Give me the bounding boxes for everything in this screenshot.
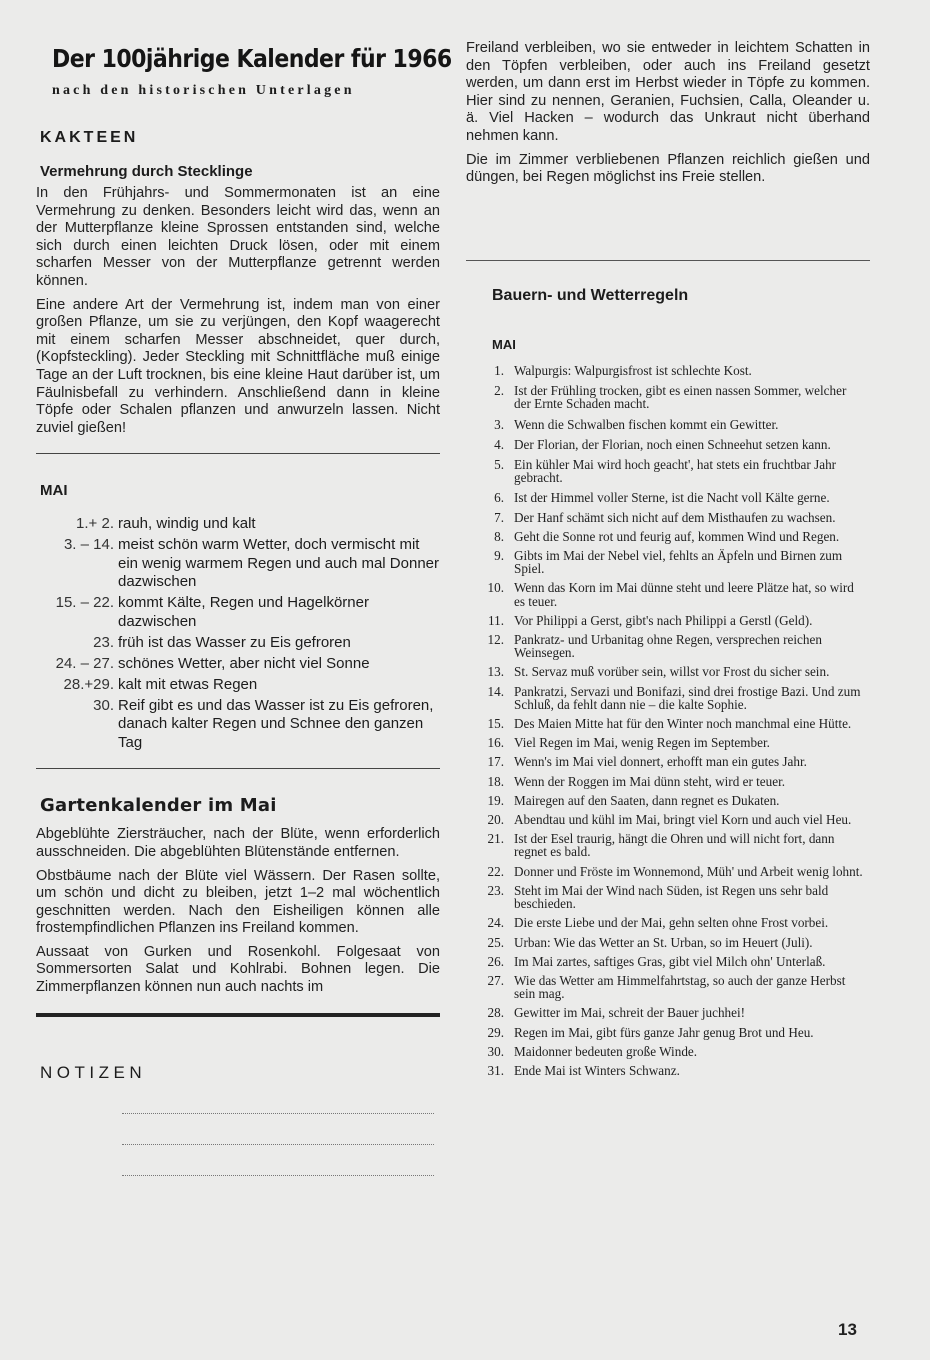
weather-rule-item xyxy=(466,384,870,410)
kakteen-heading: KAKTEEN xyxy=(40,129,139,146)
weather-row xyxy=(36,594,440,631)
notes-line xyxy=(122,1145,434,1176)
rule-number: 25. xyxy=(487,934,504,950)
rule-number: 7. xyxy=(494,509,504,525)
weather-days: 28.+29. xyxy=(63,675,114,693)
garten-paragraph: Obstbäume nach der Blüte viel Wässern. Der Rasen sollte, um schön und dicht zu bleiben, jetzt 1–2 mal wöchentlich geschnitten werden. Nach den Eisheiligen können alle frostempfindlichen Pflanzen ins Freiland kommen. xyxy=(36,867,440,937)
rule-number: 9. xyxy=(494,548,504,564)
rule-number: 20. xyxy=(487,812,504,828)
garten-continuation-paragraph: Die im Zimmer verbliebenen Pflanzen reichlich gießen und düngen, bei Regen möglichst ins Freie stellen. xyxy=(466,151,870,186)
weather-rule-item xyxy=(466,614,870,627)
rule-number: 2. xyxy=(494,383,504,399)
weather-days: 1.+ 2. xyxy=(76,515,114,533)
rule-number: 22. xyxy=(487,863,504,879)
bauern-month-label: MAI xyxy=(492,337,516,352)
bauern-rules-list xyxy=(466,364,870,1077)
weather-row xyxy=(36,676,440,695)
rule-text: Maidonner bedeuten große Winde. xyxy=(514,1043,698,1059)
garten-paragraph: Abgeblühte Ziersträucher, nach der Blüte, wenn erforderlich ausschneiden. Die abgeblühten Blütenstände entfernen. xyxy=(36,826,440,860)
rule-text: Der Hanf schämt sich nicht auf dem Misthaufen zu wachsen. xyxy=(514,509,836,525)
rule-text: Wenn das Korn im Mai dünne steht und leere Plätze hat, so wird es teuer. xyxy=(514,580,854,609)
rule-text: Pankratz- und Urbanitag ohne Regen, versprechen reichen Weinsegen. xyxy=(514,632,822,661)
rule-text: Ein kühler Mai wird hoch geacht', hat stets ein fruchtbar Jahr gebracht. xyxy=(514,457,837,486)
rule-number: 19. xyxy=(487,792,504,808)
weather-row xyxy=(36,536,440,592)
weather-rule-item xyxy=(466,458,870,484)
notizen-heading: NOTIZEN xyxy=(40,1062,147,1082)
notes-line xyxy=(122,1114,434,1145)
rule-text: Walpurgis: Walpurgisfrost ist schlechte Kost. xyxy=(514,363,752,378)
rule-text: Gewitter im Mai, schreit der Bauer juchhei! xyxy=(514,1005,746,1021)
rule-text: Abendtau und kühl im Mai, bringt viel Korn und auch viel Heu. xyxy=(514,812,852,828)
weather-rule-item xyxy=(466,511,870,524)
rule-text: Die erste Liebe und der Mai, gehn selten ohne Frost vorbei. xyxy=(514,915,829,931)
weather-description: Reif gibt es und das Wasser ist zu Eis gefroren, danach kalter Regen und Schnee den ganzen Tag xyxy=(118,696,434,751)
left-column xyxy=(36,40,452,1176)
weather-description: früh ist das Wasser zu Eis gefroren xyxy=(118,633,351,651)
rule-text: Wenn die Schwalben fischen kommt ein Gewitter. xyxy=(514,416,779,432)
rule-text: St. Servaz muß vorüber sein, willst vor Frost du sicher sein. xyxy=(514,664,830,680)
weather-description: schönes Wetter, aber nicht viel Sonne xyxy=(118,654,370,672)
rule-number: 5. xyxy=(494,457,504,473)
rule-number: 27. xyxy=(487,972,504,988)
rule-number: 28. xyxy=(487,1005,504,1021)
weather-rule-item xyxy=(466,633,870,659)
rule-number: 10. xyxy=(487,580,504,596)
weather-description: kommt Kälte, Regen und Hagelkörner dazwischen xyxy=(118,594,369,630)
rule-number: 31. xyxy=(487,1062,504,1078)
weather-rule-item xyxy=(466,685,870,711)
rule-text: Ende Mai ist Winters Schwanz. xyxy=(514,1062,680,1078)
weather-rule-item xyxy=(466,1006,870,1019)
rule-number: 16. xyxy=(487,735,504,751)
rule-text: Pankratzi, Servazi und Bonifazi, sind drei frostige Bazi. Und zum Schluß, da fehlt dann nie – die kalte Sophie. xyxy=(514,683,861,712)
weather-rule-item xyxy=(466,974,870,1000)
garten-paragraph: Aussaat von Gurken und Rosenkohl. Folgesaat von Sommersorten Salat und Kohlrabi. Bohnen legen. Die Zimmerpflanzen können nun auch nachts im xyxy=(36,943,440,996)
weather-rule-item xyxy=(466,491,870,504)
weather-rule-item xyxy=(466,936,870,949)
section-divider xyxy=(36,768,440,769)
rule-number: 12. xyxy=(487,632,504,648)
rule-number: 30. xyxy=(487,1043,504,1059)
rule-number: 3. xyxy=(494,416,504,432)
rule-number: 14. xyxy=(487,683,504,699)
weather-days: 30. xyxy=(93,696,114,714)
weather-days: 3. – 14. xyxy=(63,536,114,554)
rule-text: Urban: Wie das Wetter an St. Urban, so im Heuert (Juli). xyxy=(514,934,813,950)
weather-rule-item xyxy=(466,736,870,749)
rule-text: Viel Regen im Mai, wenig Regen im September. xyxy=(514,735,770,751)
kakteen-paragraph: In den Frühjahrs- und Sommermonaten ist an eine Vermehrung zu denken. Besonders leicht wird das, wenn an der Mutterpflanze kleine Sprossen entstanden sind, welche sich durch einen leichten Druck lösen, oder mit einem scharfen Messer von der Mutterpflanze getrennt werden können. xyxy=(36,185,440,289)
rule-number: 18. xyxy=(487,773,504,789)
section-divider xyxy=(36,453,440,454)
rule-number: 4. xyxy=(494,436,504,452)
weather-rule-item xyxy=(466,832,870,858)
weather-days: 24. – 27. xyxy=(55,654,114,672)
rule-text: Ist der Frühling trocken, gibt es einen nassen Sommer, welcher der Ernte Schaden macht. xyxy=(514,383,847,412)
page-subtitle: nach den historischen Unterlagen xyxy=(52,83,355,98)
weather-days: 23. xyxy=(93,633,114,651)
weather-description: rauh, windig und kalt xyxy=(118,515,256,533)
rule-text: Wenn's im Mai viel donnert, erhofft man ein gutes Jahr. xyxy=(514,754,807,770)
weather-rule-item xyxy=(466,1045,870,1058)
notizen-divider xyxy=(36,1013,440,1017)
bauern-heading: Bauern- und Wetterregeln xyxy=(492,287,689,304)
rule-text: Der Florian, der Florian, noch einen Schneehut setzen kann. xyxy=(514,436,831,452)
rule-number: 26. xyxy=(487,953,504,969)
weather-rule-item xyxy=(466,884,870,910)
right-column xyxy=(466,40,870,193)
rule-number: 13. xyxy=(487,664,504,680)
rule-text: Gibts im Mai der Nebel viel, fehlts an Äpfeln und Birnen zum Spiel. xyxy=(514,548,843,577)
rule-number: 17. xyxy=(487,754,504,770)
rule-text: Donner und Fröste im Wonnemond, Müh' und Arbeit wenig lohnt. xyxy=(514,863,863,879)
weather-row xyxy=(36,655,440,674)
garten-heading: Gartenkalender im Mai xyxy=(40,795,277,817)
rule-number: 1. xyxy=(494,363,504,378)
weather-description: meist schön warm Wetter, doch vermischt mit ein wenig warmem Regen und auch mal Donner dazwischen xyxy=(118,536,440,591)
weather-description: kalt mit etwas Regen xyxy=(118,675,258,693)
rule-text: Ist der Himmel voller Sterne, ist die Nacht voll Kälte gerne. xyxy=(514,490,830,506)
rule-text: Mairegen auf den Saaten, dann regnet es Dukaten. xyxy=(514,792,780,808)
rule-text: Vor Philippi a Gerst, gibt's nach Philippi a Gerstl (Geld). xyxy=(514,612,813,628)
weather-rule-item xyxy=(466,364,870,377)
rule-text: Im Mai zartes, saftiges Gras, gibt viel Milch ohn' Unterlaß. xyxy=(514,953,826,969)
weather-rule-item xyxy=(466,581,870,607)
rule-number: 23. xyxy=(487,882,504,898)
rule-text: Steht im Mai der Wind nach Süden, ist Regen uns sehr bald beschieden. xyxy=(514,882,829,912)
rule-text: Geht die Sonne rot und feurig auf, kommen Wind und Regen. xyxy=(514,528,840,544)
rule-text: Wie das Wetter am Himmelfahrtstag, so auch der ganze Herbst sein mag. xyxy=(514,972,846,1002)
rule-number: 6. xyxy=(494,490,504,506)
weather-rule-item xyxy=(466,916,870,929)
weather-rule-item xyxy=(466,438,870,451)
vermehrung-subheading: Vermehrung durch Stecklinge xyxy=(40,163,253,180)
weather-row xyxy=(36,697,440,753)
rule-number: 11. xyxy=(488,612,504,628)
rule-number: 21. xyxy=(487,831,504,847)
rule-number: 8. xyxy=(494,528,504,544)
weather-month-label: MAI xyxy=(40,482,68,500)
rule-number: 24. xyxy=(487,915,504,931)
weather-row xyxy=(36,634,440,653)
rule-text: Ist der Esel traurig, hängt die Ohren und will nicht fort, dann regnet es bald. xyxy=(514,831,835,860)
weather-rule-item xyxy=(466,794,870,807)
rule-text: Des Maien Mitte hat für den Winter noch manchmal eine Hütte. xyxy=(514,716,852,732)
kakteen-paragraph: Eine andere Art der Vermehrung ist, indem man von einer großen Pflanze, um sie zu verjüngen, den Kopf waagerecht mit einem scharfen Messer abschneidet, quer durch, (Kopfsteckling). Jeder Steckling mit Schnittfläche muß einige Tage an der Luft trocknen, bis eine kleine Haut darüber ist, um Fäulnisbefall zu verhindern. Anschließend dann in kleine Töpfe oder Schalen pflanzen und anwurzeln lassen. Nicht zuviel gießen! xyxy=(36,296,440,436)
weather-forecast-list xyxy=(36,515,440,752)
weather-rule-item xyxy=(466,549,870,575)
rule-number: 29. xyxy=(487,1024,504,1040)
rule-text: Regen im Mai, gibt fürs ganze Jahr genug Brot und Heu. xyxy=(514,1024,814,1040)
bauern-section xyxy=(466,260,870,1077)
weather-rule-item xyxy=(466,1064,870,1077)
rule-text: Wenn der Roggen im Mai dünn steht, wird er teuer. xyxy=(514,773,786,789)
weather-rule-item xyxy=(466,530,870,543)
weather-rule-item xyxy=(466,755,870,768)
weather-rule-item xyxy=(466,955,870,968)
weather-rule-item xyxy=(466,418,870,431)
weather-rule-item xyxy=(466,665,870,678)
weather-rule-item xyxy=(466,717,870,730)
weather-rule-item xyxy=(466,865,870,878)
weather-rule-item xyxy=(466,1026,870,1039)
page-title: Der 100jährige Kalender für 1966 xyxy=(52,44,452,73)
weather-row xyxy=(36,515,440,534)
weather-rule-item xyxy=(466,775,870,788)
weather-days: 15. – 22. xyxy=(55,594,114,612)
notes-line xyxy=(122,1083,434,1114)
garten-continuation-paragraph: Freiland verbleiben, wo sie entweder in leichtem Schatten in den Töpfen verbleiben, oder auch ins Freiland gesetzt werden, um dann erst im Herbst wieder in Töpfe zu kommen. Hier sind zu nennen, Geranien, Fuchsien, Calla, Oleander u. ä. Viel Hacken – wodurch das Unkraut nicht überhand nehmen kann. xyxy=(466,40,870,144)
rule-number: 15. xyxy=(487,716,504,732)
weather-rule-item xyxy=(466,813,870,826)
page-number: 13 xyxy=(838,1320,857,1339)
